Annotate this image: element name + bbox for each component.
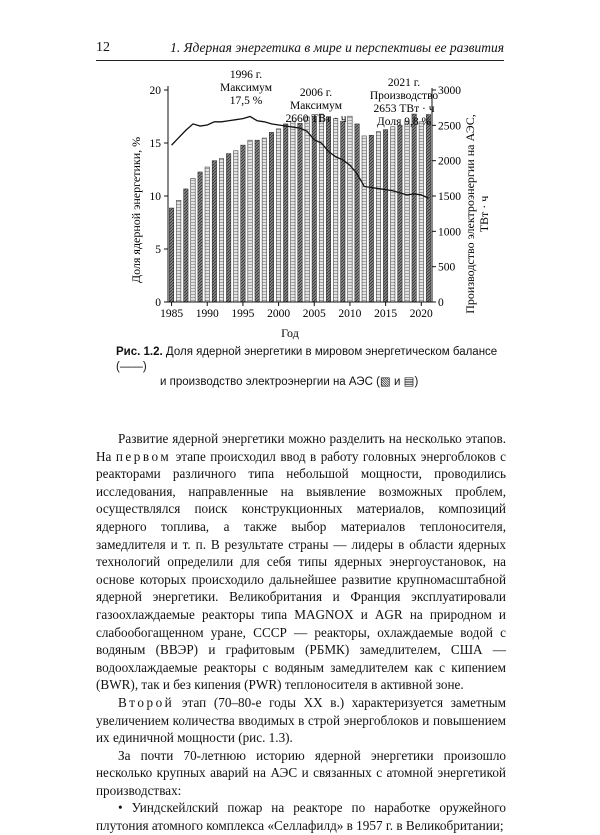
figure-caption — [116, 345, 506, 390]
paragraph-1-rest: этапе происходил ввод в работу головных энергоблоков с реакторами различного типа небольшой мощности, проводились исследования, направленные на выявление возможных проблем, осуществлялся поиск конструкционных материалов, композиций ядерного топлива, а также выбор материалов теплоносителя, замедлителя и т. п. В результате страны — лидеры в области ядерных технологий определили для себя типы ядерных энергоустановок, на основе которых происходило дальнейшее развитие крупномасштабной ядерной энергетики. Великобритания и Франция эксплуатировали газоохлаждаемые реакторы типа MAGNOX и AGR на природном и слабообогащенном уране, СССР — реакторы, охлаждаемые водой с водяным (ВВЭР) и графитовым (РБМК) замедлителем, США — водоохлаждаемые реакторы с водяным замедлителем как с кипением (BWR), так и без кипения (PWR) теплоносителя в активной зоне. — [96, 448, 507, 693]
bar-2004 — [305, 117, 309, 302]
y-left-tick-label: 0 — [155, 297, 161, 309]
y-left-tick-label: 15 — [149, 138, 161, 150]
header-rule — [96, 60, 504, 61]
bar-1998 — [262, 138, 266, 302]
caption-line1: Доля ядерной энергетики в мировом энергетическом балансе (——) — [116, 346, 498, 373]
bar-2019 — [412, 114, 416, 302]
x-tick-label: 1995 — [231, 308, 255, 320]
x-tick-label: 2005 — [302, 308, 326, 320]
x-tick-label: 1985 — [160, 308, 184, 320]
bar-2002 — [291, 121, 295, 302]
bar-2000 — [276, 129, 280, 302]
x-tick-label: 2010 — [338, 308, 362, 320]
y-left-tick-label: 10 — [149, 191, 161, 203]
paragraph-2 — [96, 694, 506, 747]
bar-2001 — [284, 124, 288, 302]
annotation-2006-line2: Максимум — [289, 100, 343, 112]
annotation-1996-line1: 1996 г. — [229, 69, 263, 81]
bar-2008 — [333, 118, 337, 302]
y-right-axis-label-1: Производство электроэнергии на АЭС, — [463, 114, 477, 314]
bar-1988 — [191, 178, 195, 302]
y-right-tick-label: 500 — [438, 261, 456, 274]
y-right-tick-label: 2000 — [438, 155, 461, 168]
annotation-2021-line1: 2021 г. — [387, 77, 421, 89]
y-left-axis-label: Доля ядерной энергетики, % — [129, 136, 143, 284]
production-bars — [169, 114, 430, 302]
emphasis-first: первом — [115, 448, 172, 464]
annotation-2006 — [286, 87, 347, 125]
paragraph-1 — [96, 430, 506, 694]
x-tick-label: 2015 — [374, 308, 398, 320]
bar-1992 — [219, 159, 223, 302]
y-right-tick-label: 2500 — [438, 120, 461, 133]
paragraph-2-rest: этап (70–80-е годы XX в.) характеризуется заметным увеличением количества вводимых в строй энергоблоков и повышением их единичной мощности (рис. 1.3). — [96, 694, 506, 746]
nuclear-energy-chart — [100, 62, 510, 354]
bar-2016 — [391, 127, 395, 302]
page-header — [96, 38, 504, 60]
bar-1991 — [212, 161, 216, 302]
y-left-tick-label: 5 — [155, 244, 161, 256]
annotation-1996-line3: 17,5 % — [229, 95, 263, 107]
paragraph-1-start: Развитие ядерной энергетики можно разделить на несколько этапов. На — [96, 431, 506, 464]
paragraph-3: За почти 70-летнюю историю ядерной энергетики произошло несколько крупных аварий на АЭС и связанных с атомной энергетикой производствах: — [96, 747, 506, 798]
bar-1985 — [169, 208, 173, 302]
bar-2012 — [362, 136, 366, 302]
bar-2011 — [355, 124, 359, 302]
bar-1999 — [269, 132, 273, 302]
annotation-2021-line3: 2653 ТВт · ч — [373, 103, 435, 115]
bar-2018 — [405, 121, 409, 302]
bar-1996 — [248, 140, 252, 302]
bar-2013 — [369, 135, 373, 302]
annotation-2021 — [370, 77, 439, 128]
bar-2005 — [312, 116, 316, 302]
x-tick-label: 1990 — [195, 308, 219, 320]
body-text — [96, 430, 506, 835]
bar-2003 — [298, 123, 302, 302]
bar-1997 — [255, 140, 259, 302]
y-right-tick-label: 0 — [438, 297, 444, 309]
bar-2007 — [326, 118, 330, 302]
bar-1993 — [226, 154, 230, 302]
page-number: 12 — [96, 40, 110, 55]
y-right-axis-label-2: ТВт · ч — [477, 195, 491, 233]
bar-2009 — [341, 121, 345, 302]
caption-label: Рис. 1.2. — [116, 346, 163, 358]
bar-1989 — [198, 172, 202, 302]
annotation-2006-line1: 2006 г. — [299, 87, 333, 99]
x-tick-label: 2000 — [267, 308, 291, 320]
bar-1995 — [241, 145, 245, 302]
bar-2014 — [376, 132, 380, 302]
y-right-tick-label: 3000 — [438, 85, 461, 97]
bar-1986 — [176, 200, 180, 302]
emphasis-second: Второй — [118, 694, 175, 710]
bar-1990 — [205, 167, 209, 302]
annotation-1996-line2: Максимум — [219, 82, 273, 94]
caption-line2: и производство электроэнергии на АЭС (▧ и ▤) — [160, 376, 419, 388]
bar-2020 — [419, 122, 423, 302]
y-left-tick-label: 20 — [149, 85, 161, 97]
y-right-tick-label: 1500 — [438, 191, 461, 203]
annotation-2021-line4: Доля 9,8 % — [376, 116, 432, 128]
bar-2010 — [348, 116, 352, 302]
annotation-1996 — [220, 69, 273, 107]
bullet-item-1: • Уиндскейлский пожар на реакторе по наработке оружейного плутония атомного комплекса «Селлафилд» в 1957 г. в Великобритании; — [96, 800, 506, 834]
bar-2017 — [398, 125, 402, 302]
running-title: 1. Ядерная энергетика в мире и перспективы ее развития — [170, 40, 504, 55]
annotation-2021-line2: Производство — [369, 90, 439, 102]
bar-2021 — [426, 115, 430, 302]
y-right-tick-label: 1000 — [438, 226, 461, 239]
bar-1987 — [184, 189, 188, 302]
x-tick-label: 2020 — [409, 308, 433, 320]
bar-2015 — [383, 130, 387, 302]
annotation-2006-line3: 2660 ТВт · ч — [285, 113, 347, 125]
bar-1994 — [234, 151, 238, 302]
x-axis-label: Год — [281, 326, 299, 340]
